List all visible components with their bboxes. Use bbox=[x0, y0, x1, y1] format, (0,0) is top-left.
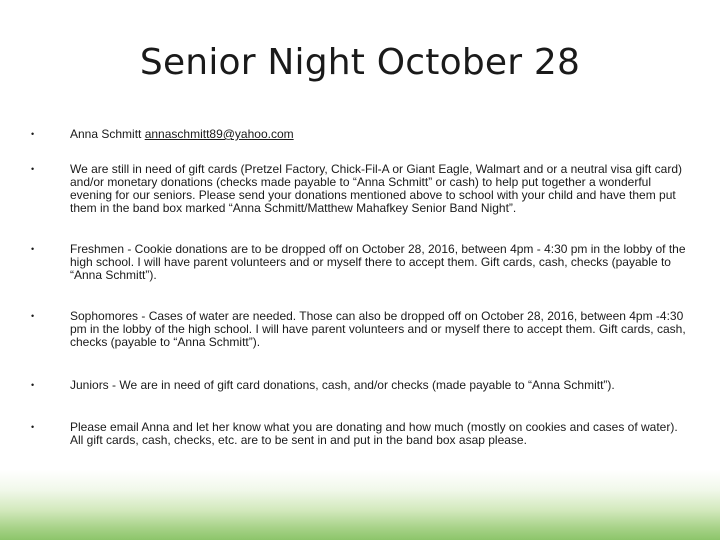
slide-title: Senior Night October 28 bbox=[139, 42, 581, 83]
bullet-marker: • bbox=[31, 380, 35, 390]
bullet-text: Juniors - We are in need of gift card donations, cash, and/or checks (made payable to “Anna Schmitt”). bbox=[70, 378, 615, 392]
bullet-item-email-request bbox=[28, 421, 688, 447]
bullet-item-freshmen bbox=[28, 243, 688, 282]
bullet-text: We are still in need of gift cards (Pretzel Factory, Chick-Fil-A or Giant Eagle, Walmart and or a neutral visa gift card) and/or monetary donations (checks made payable to “Anna Schmitt” or cash) to help put together a wonderful evening for our seniors. Please send your donations mentioned above to school with your child and have them put them in the band box marked “Anna Schmitt/Matthew Mahafkey Senior Band Night”. bbox=[70, 162, 683, 215]
bullet-marker: • bbox=[31, 244, 35, 254]
bullet-marker: • bbox=[31, 129, 35, 139]
bullet-text: Sophomores - Cases of water are needed. Those can also be dropped off on October 28, 2016, between 4pm -4:30 pm in the lobby of the high school. I will have parent volunteers and or myself there to accept them. Gift cards, cash, checks (payable to “Anna Schmitt”). bbox=[70, 309, 686, 349]
bullet-marker: • bbox=[31, 164, 35, 174]
bullet-text: Please email Anna and let her know what you are donating and how much (mostly on cookies and cases of water). All gift cards, cash, checks, etc. are to be sent in and put in the band box asap please. bbox=[70, 420, 678, 447]
bullet-marker: • bbox=[31, 311, 35, 321]
bullet-item-gift-cards bbox=[28, 163, 688, 215]
bullet-text: Freshmen - Cookie donations are to be dropped off on October 28, 2016, between 4pm - 4:30 pm in the lobby of the high school. I will have parent volunteers and or myself there to accept them. Gift cards, cash, checks (payable to “Anna Schmitt”). bbox=[70, 242, 686, 282]
email-link[interactable]: annaschmitt89@yahoo.com bbox=[144, 127, 294, 141]
contact-name: Anna Schmitt bbox=[70, 127, 145, 141]
bullet-marker: • bbox=[31, 422, 35, 432]
bullet-list bbox=[28, 128, 688, 471]
bullet-item-contact bbox=[28, 128, 688, 141]
bullet-item-sophomores bbox=[28, 310, 688, 349]
bullet-item-juniors bbox=[28, 379, 688, 392]
